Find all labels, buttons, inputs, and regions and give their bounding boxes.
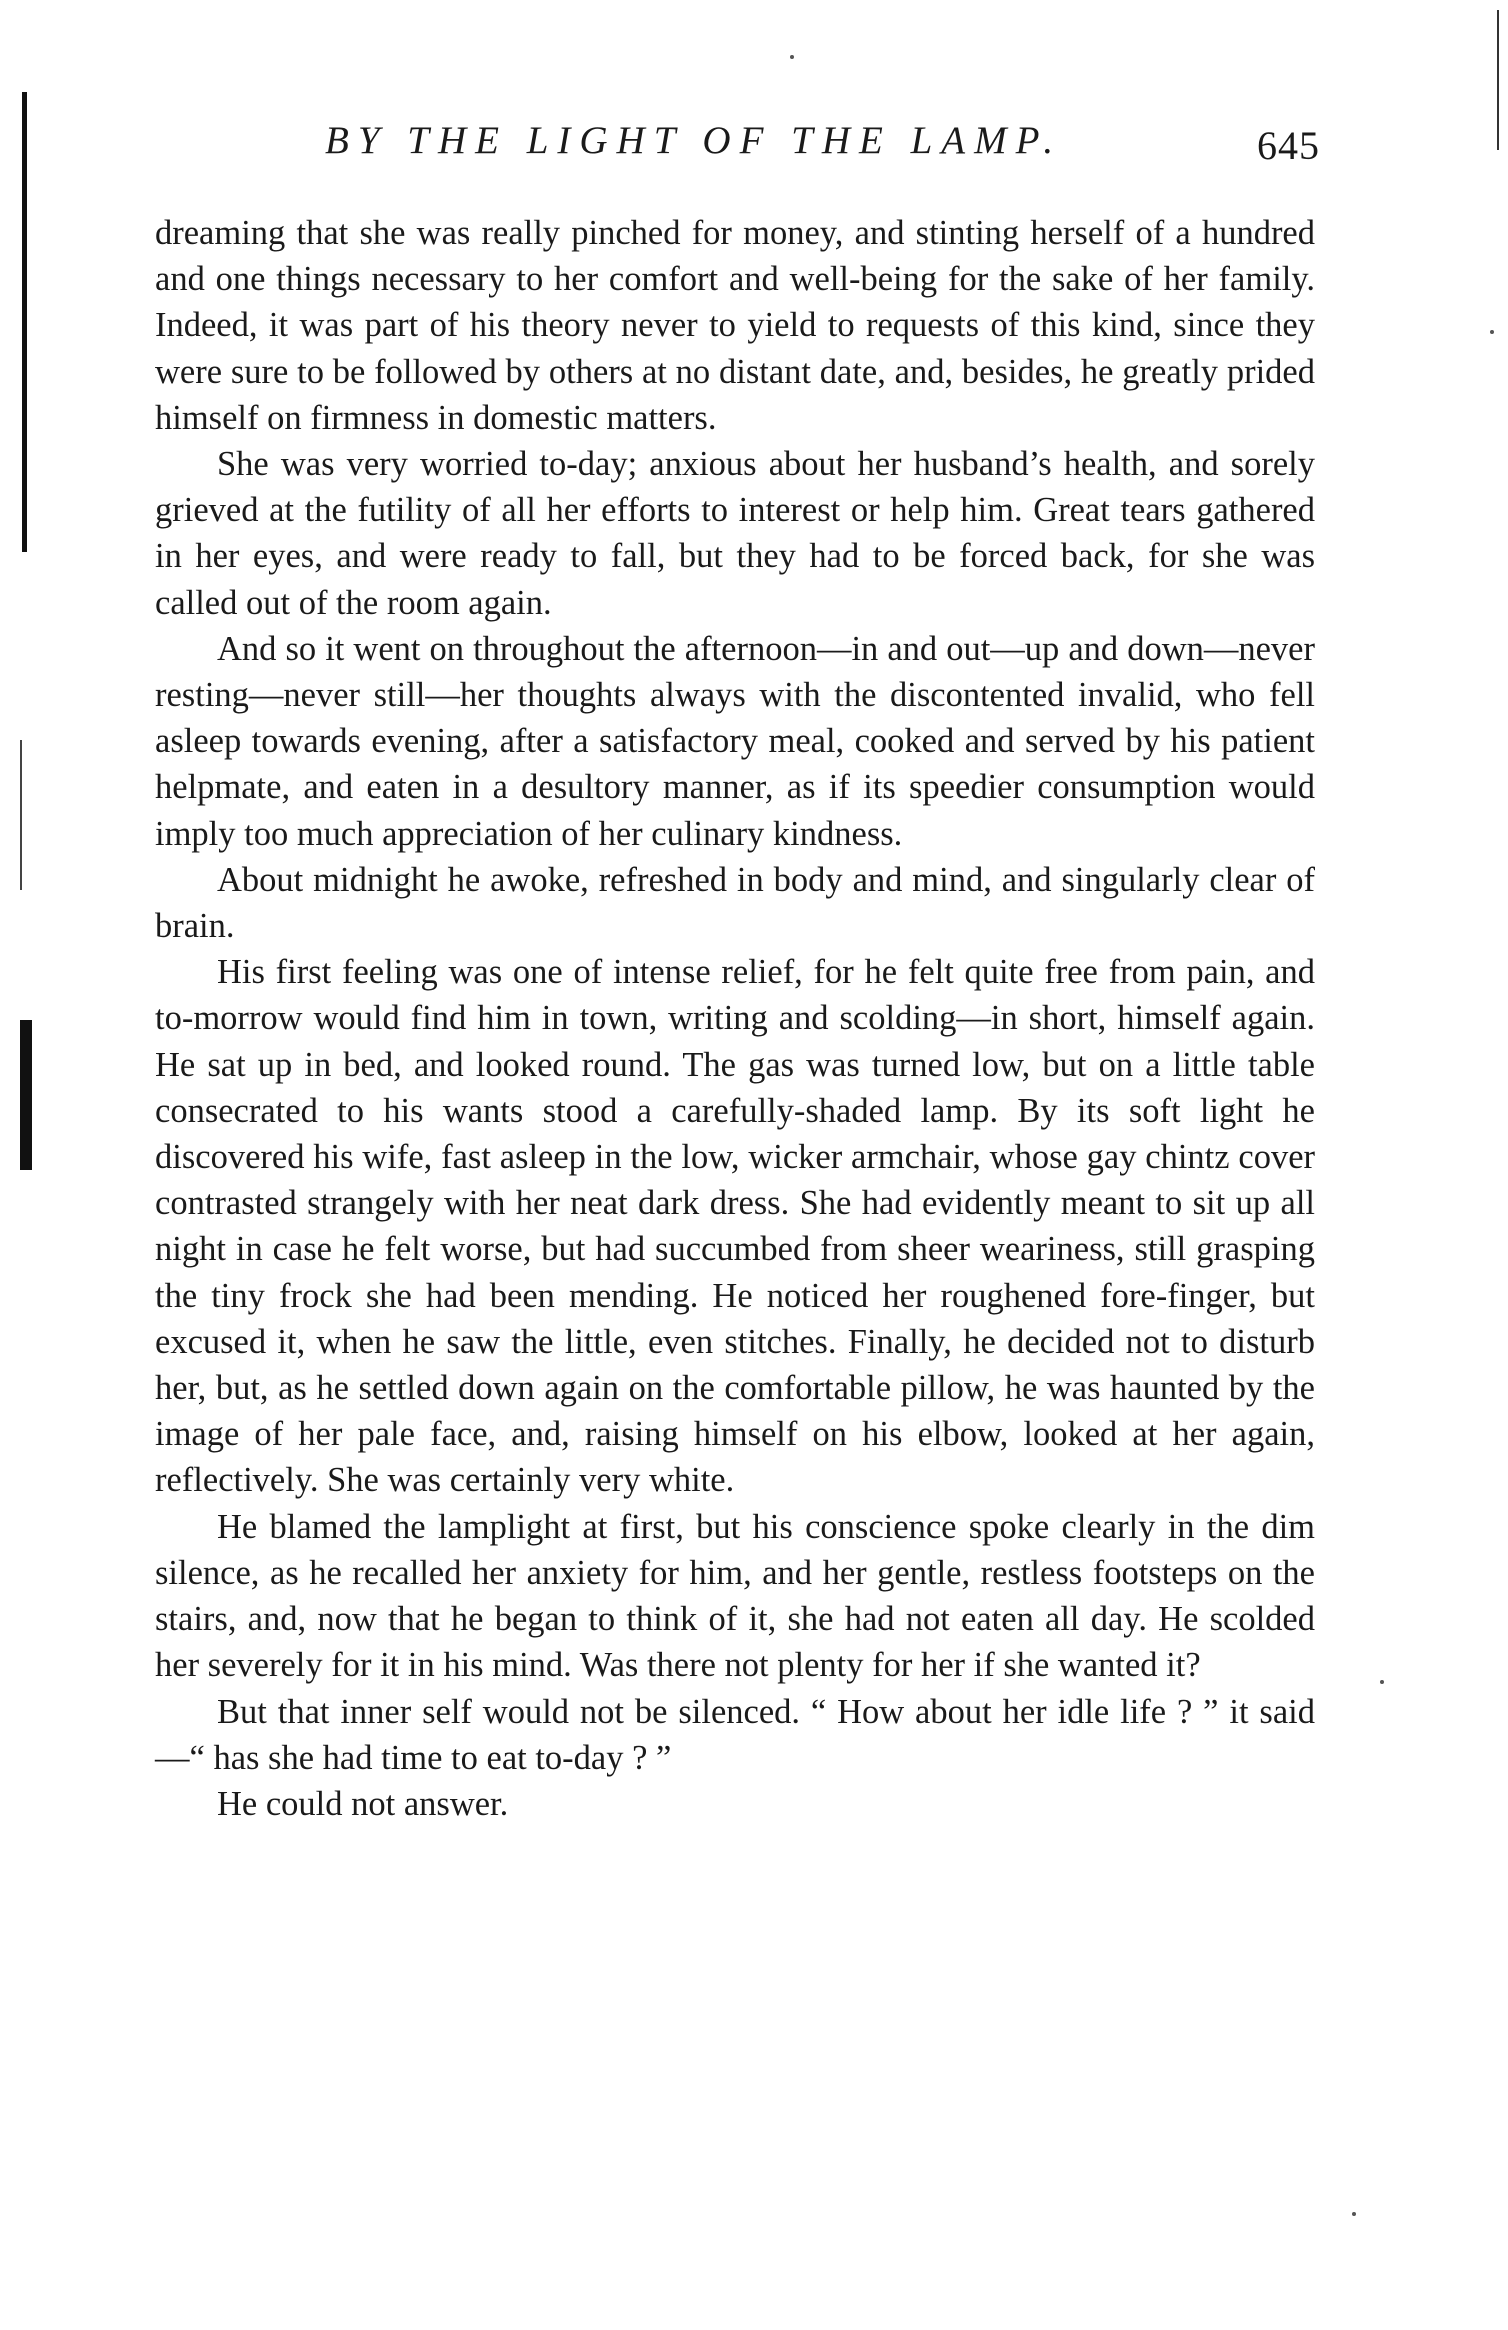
paragraph: She was very worried to-day; anxious about her husband’s health, and sorely grieved at the futility of all her efforts to interest or help him. Great tears gathered in her eyes, and were ready to fall, but they had to be forced back, for she was called out of the room again. <box>155 445 1315 622</box>
binding-edge-mark-bottom <box>20 1020 32 1170</box>
paragraph: He could not answer. <box>217 1784 509 1823</box>
paragraph: And so it went on throughout the afternoon—in and out—up and down—never resting—never still—her thoughts always with the discontented invalid, who fell asleep towards evening, after a satisfactory meal, cooked and served by his patient helpmate, and eaten in a desultory manner, as if its speedier consumption would imply too much appreciation of her culinary kindness. <box>155 629 1315 853</box>
paragraph: dreaming that she was really pinched for money, and stinting herself of a hundred and one things necessary to her comfort and well-being for the sake of her family. Indeed, it was part of his theory never to yield to requests of this kind, since they were sure to be followed by others at no distant date, and, besides, he greatly prided himself on firmness in domestic matters. <box>155 214 1315 437</box>
right-edge-mark <box>1497 10 1499 150</box>
page-header <box>150 118 1320 178</box>
body-text <box>155 210 1315 1827</box>
paragraph: About midnight he awoke, refreshed in body and mind, and singularly clear of brain. <box>155 860 1315 946</box>
speck <box>1352 2212 1356 2216</box>
running-title: BY THE LIGHT OF THE LAMP. <box>325 119 1063 162</box>
speck <box>790 55 794 59</box>
speck <box>1490 330 1494 334</box>
binding-edge-mark-top <box>22 92 27 552</box>
binding-edge-mark-middle <box>20 740 22 890</box>
paragraph: He blamed the lamplight at first, but his conscience spoke clearly in the dim silence, as he recalled her anxiety for him, and her gentle, restless footsteps on the stairs, and, now that he began to think of it, she had not eaten all day. He scolded her severely for it in his mind. Was there not plenty for her if she wanted it? <box>155 1507 1315 1685</box>
paragraph: His first feeling was one of intense relief, for he felt quite free from pain, and to-morrow would find him in town, writing and scolding—in short, himself again. He sat up in bed, and looked round. The gas was turned low, but on a little table consecrated to his wants stood a carefully-shaded lamp. By its soft light he discovered his wife, fast asleep in the low, wicker armchair, whose gay chintz cover contrasted strangely with her neat dark dress. She had evidently meant to sit up all night in case he felt worse, but had succumbed from sheer weariness, still grasping the tiny frock she had been mending. He noticed her roughened fore-finger, but excused it, when he saw the little, even stitches. Finally, he decided not to disturb her, but, as he settled down again on the comfortable pillow, he was haunted by the image of her pale face, and, raising himself on his elbow, looked at her again, reflectively. She was certainly very white. <box>155 953 1315 1500</box>
speck <box>1380 1680 1384 1684</box>
page-number: 645 <box>1257 123 1320 168</box>
paragraph: But that inner self would not be silenced. “ How about her idle life ? ” it said—“ has she had time to eat to-day ? ” <box>155 1692 1315 1777</box>
